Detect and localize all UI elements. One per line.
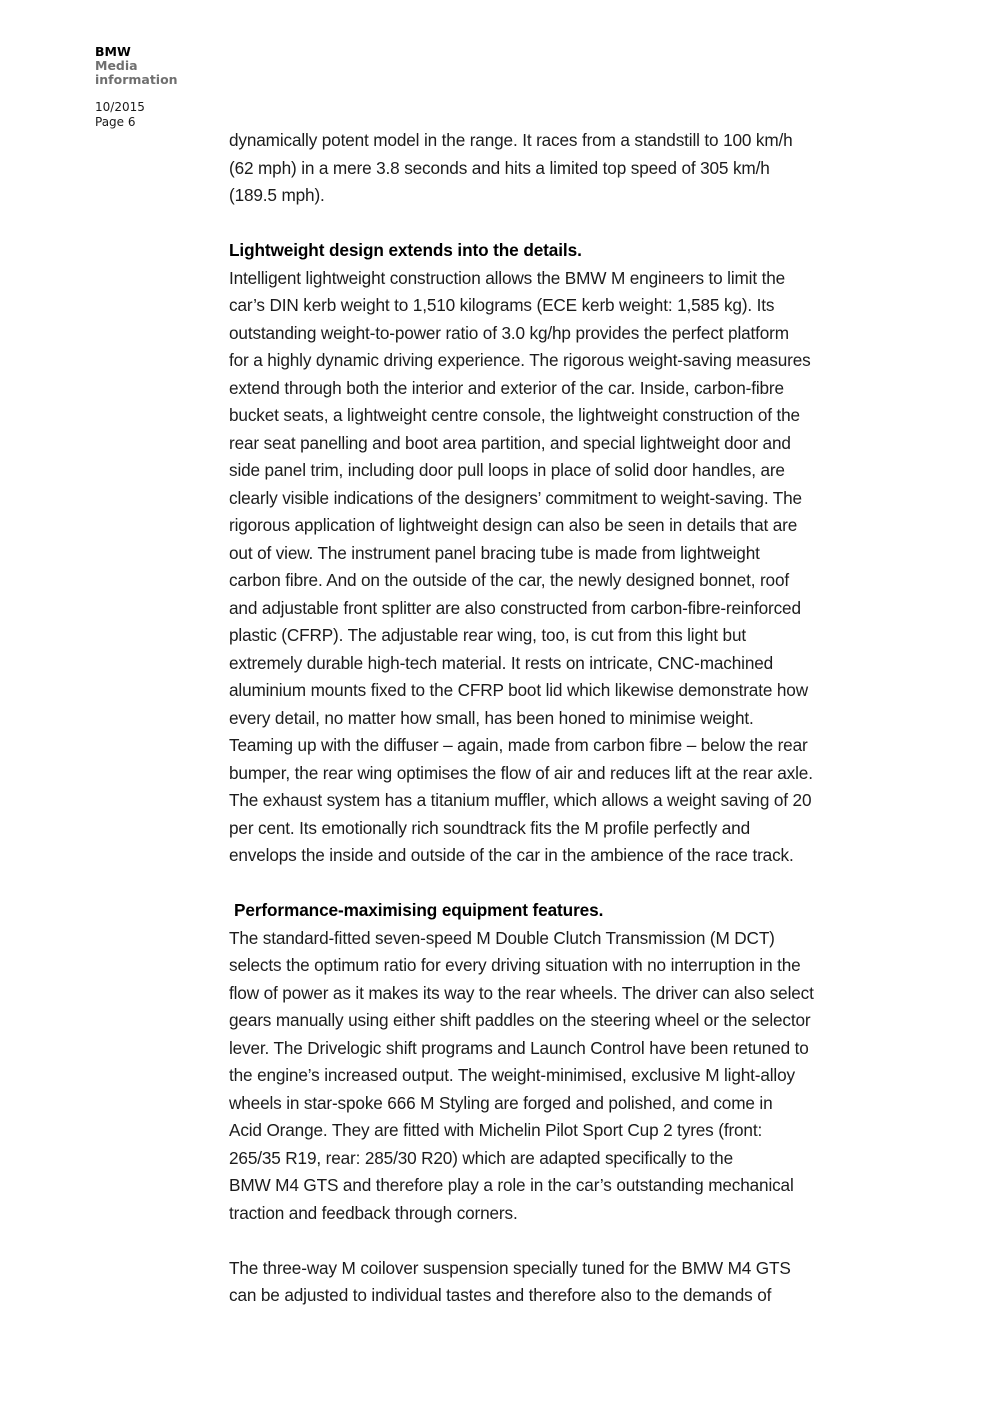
paragraph-spacer: [229, 1227, 859, 1255]
section-body-lightweight: Intelligent lightweight construction allows the BMW M engineers to limit the car’s DIN kerb weight to 1,510 kilograms (ECE kerb weight: 1,585 kg). Its outstanding weight-to-power ratio of 3.0 kg/hp provides the perfect platform for a highly dynamic driving experience. The rigorous weight-saving measures extend through both the interior and exterior of the car. Inside, carbon-fibre bucket seats, a lightweight centre console, the lightweight construction of the rear seat panelling and boot area partition, and special lightweight door and side panel trim, including door pull loops in place of solid door handles, are clearly visible indications of the designers’ commitment to weight-saving. The rigorous application of lightweight design can also be seen in details that are out of view. The instrument panel bracing tube is made from lightweight carbon fibre. And on the outside of the car, the newly designed bonnet, roof and adjustable front splitter are also constructed from carbon-fibre-reinforced plastic (CFRP). The adjustable rear wing, too, is cut from this light but extremely durable high-tech material. It rests on intricate, CNC-machined aluminium mounts fixed to the CFRP boot lid which likewise demonstrate how every detail, no matter how small, has been honed to minimise weight. Teaming up with the diffuser – again, made from carbon fibre – below the rear bumper, the rear wing optimises the flow of air and reduces lift at the rear axle. The exhaust system has a titanium muffler, which allows a weight saving of 20 per cent. Its emotionally rich soundtrack fits the M profile perfectly and envelops the inside and outside of the car in the ambience of the race track.: [229, 267, 813, 865]
media-label-line2: information: [95, 72, 178, 87]
section-body-performance: The standard-fitted seven-speed M Double Clutch Transmission (M DCT) selects the optimum ratio for every driving situation with no interruption in the flow of power as it makes its way to the rear wheels. The driver can also select gears manually using either shift paddles on the steering wheel or the selector lever. The Drivelogic shift programs and Launch Control have been retuned to the engine’s increased output. The weight-minimised, exclusive M light-alloy wheels in star-spoke 666 M Styling are forged and polished, and come in Acid Orange. They are fitted with Michelin Pilot Sport Cup 2 tyres (front: 265/35 R19, rear: 285/30 R20) which are adapted specifically to the BMW M4 GTS and therefore play a role in the car’s outstanding mechanical traction and feedback through corners.: [229, 927, 814, 1223]
document-meta: [95, 100, 215, 130]
section-body-suspension: The three-way M coilover suspension specially tuned for the BMW M4 GTS can be adjusted to individual tastes and therefore also to the demands of: [229, 1257, 791, 1305]
section-heading-performance: Performance-maximising equipment features.: [234, 900, 604, 920]
page-number: Page 6: [95, 115, 136, 129]
section-heading-lightweight: Lightweight design extends into the details.: [229, 240, 582, 260]
intro-paragraph: dynamically potent model in the range. It races from a standstill to 100 km/h (62 mph) in a mere 3.8 seconds and hits a limited top speed of 305 km/h (189.5 mph).: [229, 130, 793, 205]
article-body: [229, 127, 859, 1310]
paragraph-spacer: [229, 210, 859, 238]
document-header: [95, 44, 215, 130]
brand-name: BMW: [95, 44, 131, 59]
paragraph-spacer: [229, 870, 859, 898]
document-date: 10/2015: [95, 100, 145, 114]
media-label-line1: Media: [95, 58, 138, 73]
